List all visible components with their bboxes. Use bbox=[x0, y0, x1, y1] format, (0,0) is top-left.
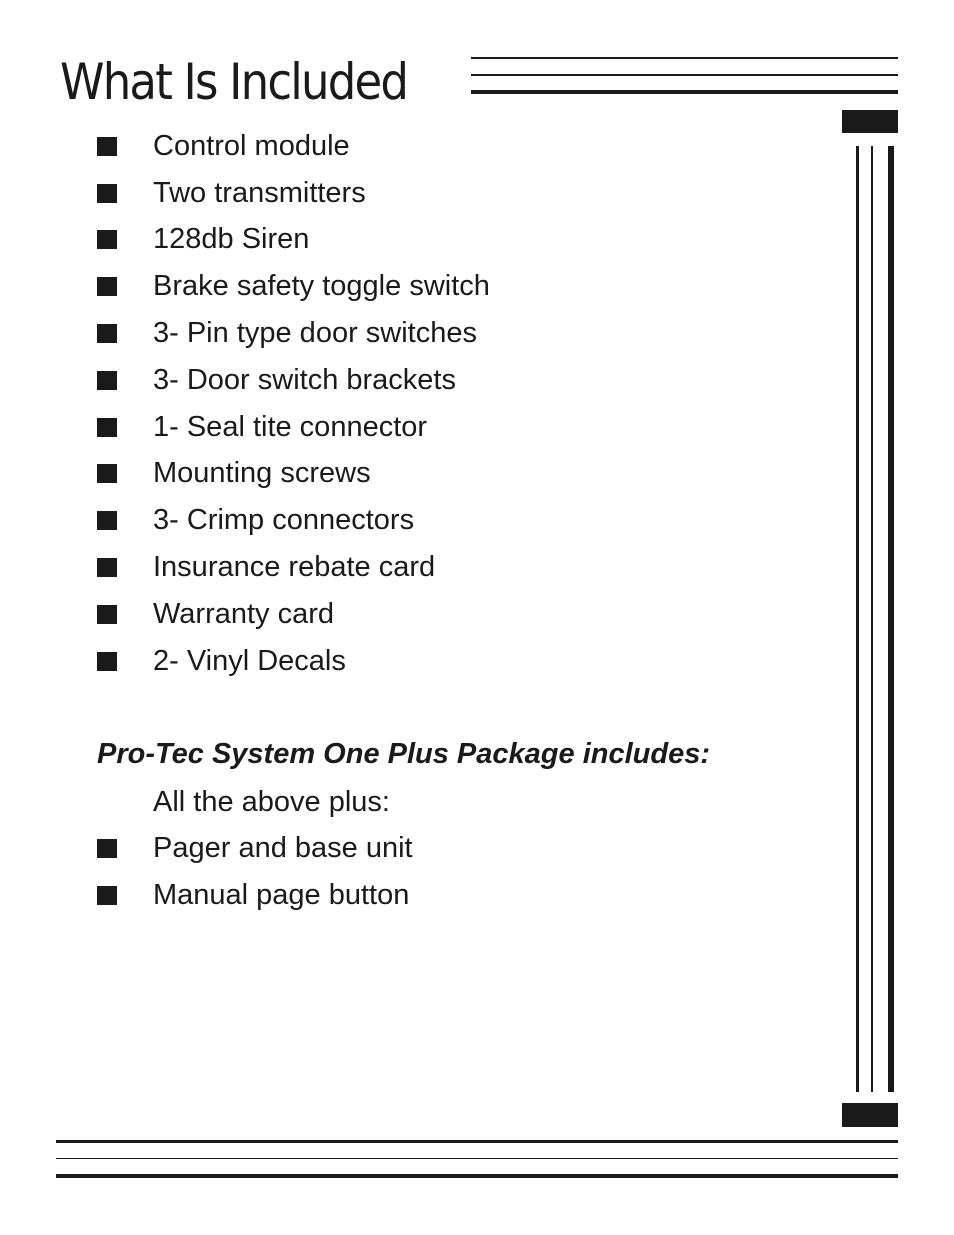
list-item-text: Manual page button bbox=[153, 878, 410, 911]
square-bullet-icon bbox=[97, 324, 117, 343]
square-bullet-icon bbox=[97, 652, 117, 671]
list-item-text: Mounting screws bbox=[153, 457, 371, 490]
square-bullet-icon bbox=[97, 371, 117, 390]
list-item-text: 3- Pin type door switches bbox=[153, 317, 477, 350]
header-rule-middle bbox=[471, 74, 898, 76]
square-bullet-icon bbox=[97, 511, 117, 530]
header-rule-thick bbox=[471, 90, 898, 94]
list-item bbox=[97, 170, 797, 217]
list-item-text: Control module bbox=[153, 129, 350, 162]
list-item bbox=[97, 872, 797, 919]
side-block-top bbox=[842, 110, 898, 133]
list-item-text: 3- Door switch brackets bbox=[153, 363, 456, 396]
side-rule-right bbox=[888, 146, 894, 1092]
package-heading: Pro-Tec System One Plus Package includes: bbox=[97, 738, 710, 770]
square-bullet-icon bbox=[97, 184, 117, 203]
footer-rule-bottom bbox=[56, 1174, 898, 1178]
footer-rule-top bbox=[56, 1140, 898, 1143]
square-bullet-icon bbox=[97, 464, 117, 483]
list-item bbox=[97, 404, 797, 451]
list-item bbox=[97, 544, 797, 591]
list-item-text: Warranty card bbox=[153, 597, 335, 630]
included-items-list bbox=[97, 123, 797, 685]
list-item-text: 3- Crimp connectors bbox=[153, 504, 415, 537]
side-block-bottom bbox=[842, 1103, 898, 1127]
package-intro: All the above plus: bbox=[153, 786, 390, 818]
page-title: What Is Included bbox=[60, 53, 408, 111]
package-items-list bbox=[97, 825, 797, 919]
list-item bbox=[97, 123, 797, 170]
list-item-text: 2- Vinyl Decals bbox=[153, 644, 346, 677]
list-item bbox=[97, 591, 797, 638]
list-item bbox=[97, 263, 797, 310]
list-item-text: Pager and base unit bbox=[153, 831, 413, 864]
square-bullet-icon bbox=[97, 418, 117, 437]
list-item bbox=[97, 638, 797, 685]
list-item-text: Insurance rebate card bbox=[153, 551, 436, 584]
side-rule-left bbox=[856, 146, 859, 1092]
square-bullet-icon bbox=[97, 137, 117, 156]
square-bullet-icon bbox=[97, 558, 117, 577]
side-rule-middle bbox=[871, 146, 873, 1092]
square-bullet-icon bbox=[97, 886, 117, 905]
square-bullet-icon bbox=[97, 230, 117, 249]
list-item-text: Brake safety toggle switch bbox=[153, 270, 490, 303]
square-bullet-icon bbox=[97, 277, 117, 296]
list-item bbox=[97, 357, 797, 404]
list-item-text: 128db Siren bbox=[153, 223, 310, 256]
square-bullet-icon bbox=[97, 605, 117, 624]
header-rule-thin bbox=[471, 57, 898, 59]
list-item bbox=[97, 451, 797, 498]
list-item bbox=[97, 497, 797, 544]
square-bullet-icon bbox=[97, 839, 117, 858]
list-item-text: Two transmitters bbox=[153, 176, 366, 209]
list-item bbox=[97, 217, 797, 264]
list-item bbox=[97, 825, 797, 872]
list-item-text: 1- Seal tite connector bbox=[153, 410, 428, 443]
list-item bbox=[97, 310, 797, 357]
footer-rule-middle bbox=[56, 1158, 898, 1159]
